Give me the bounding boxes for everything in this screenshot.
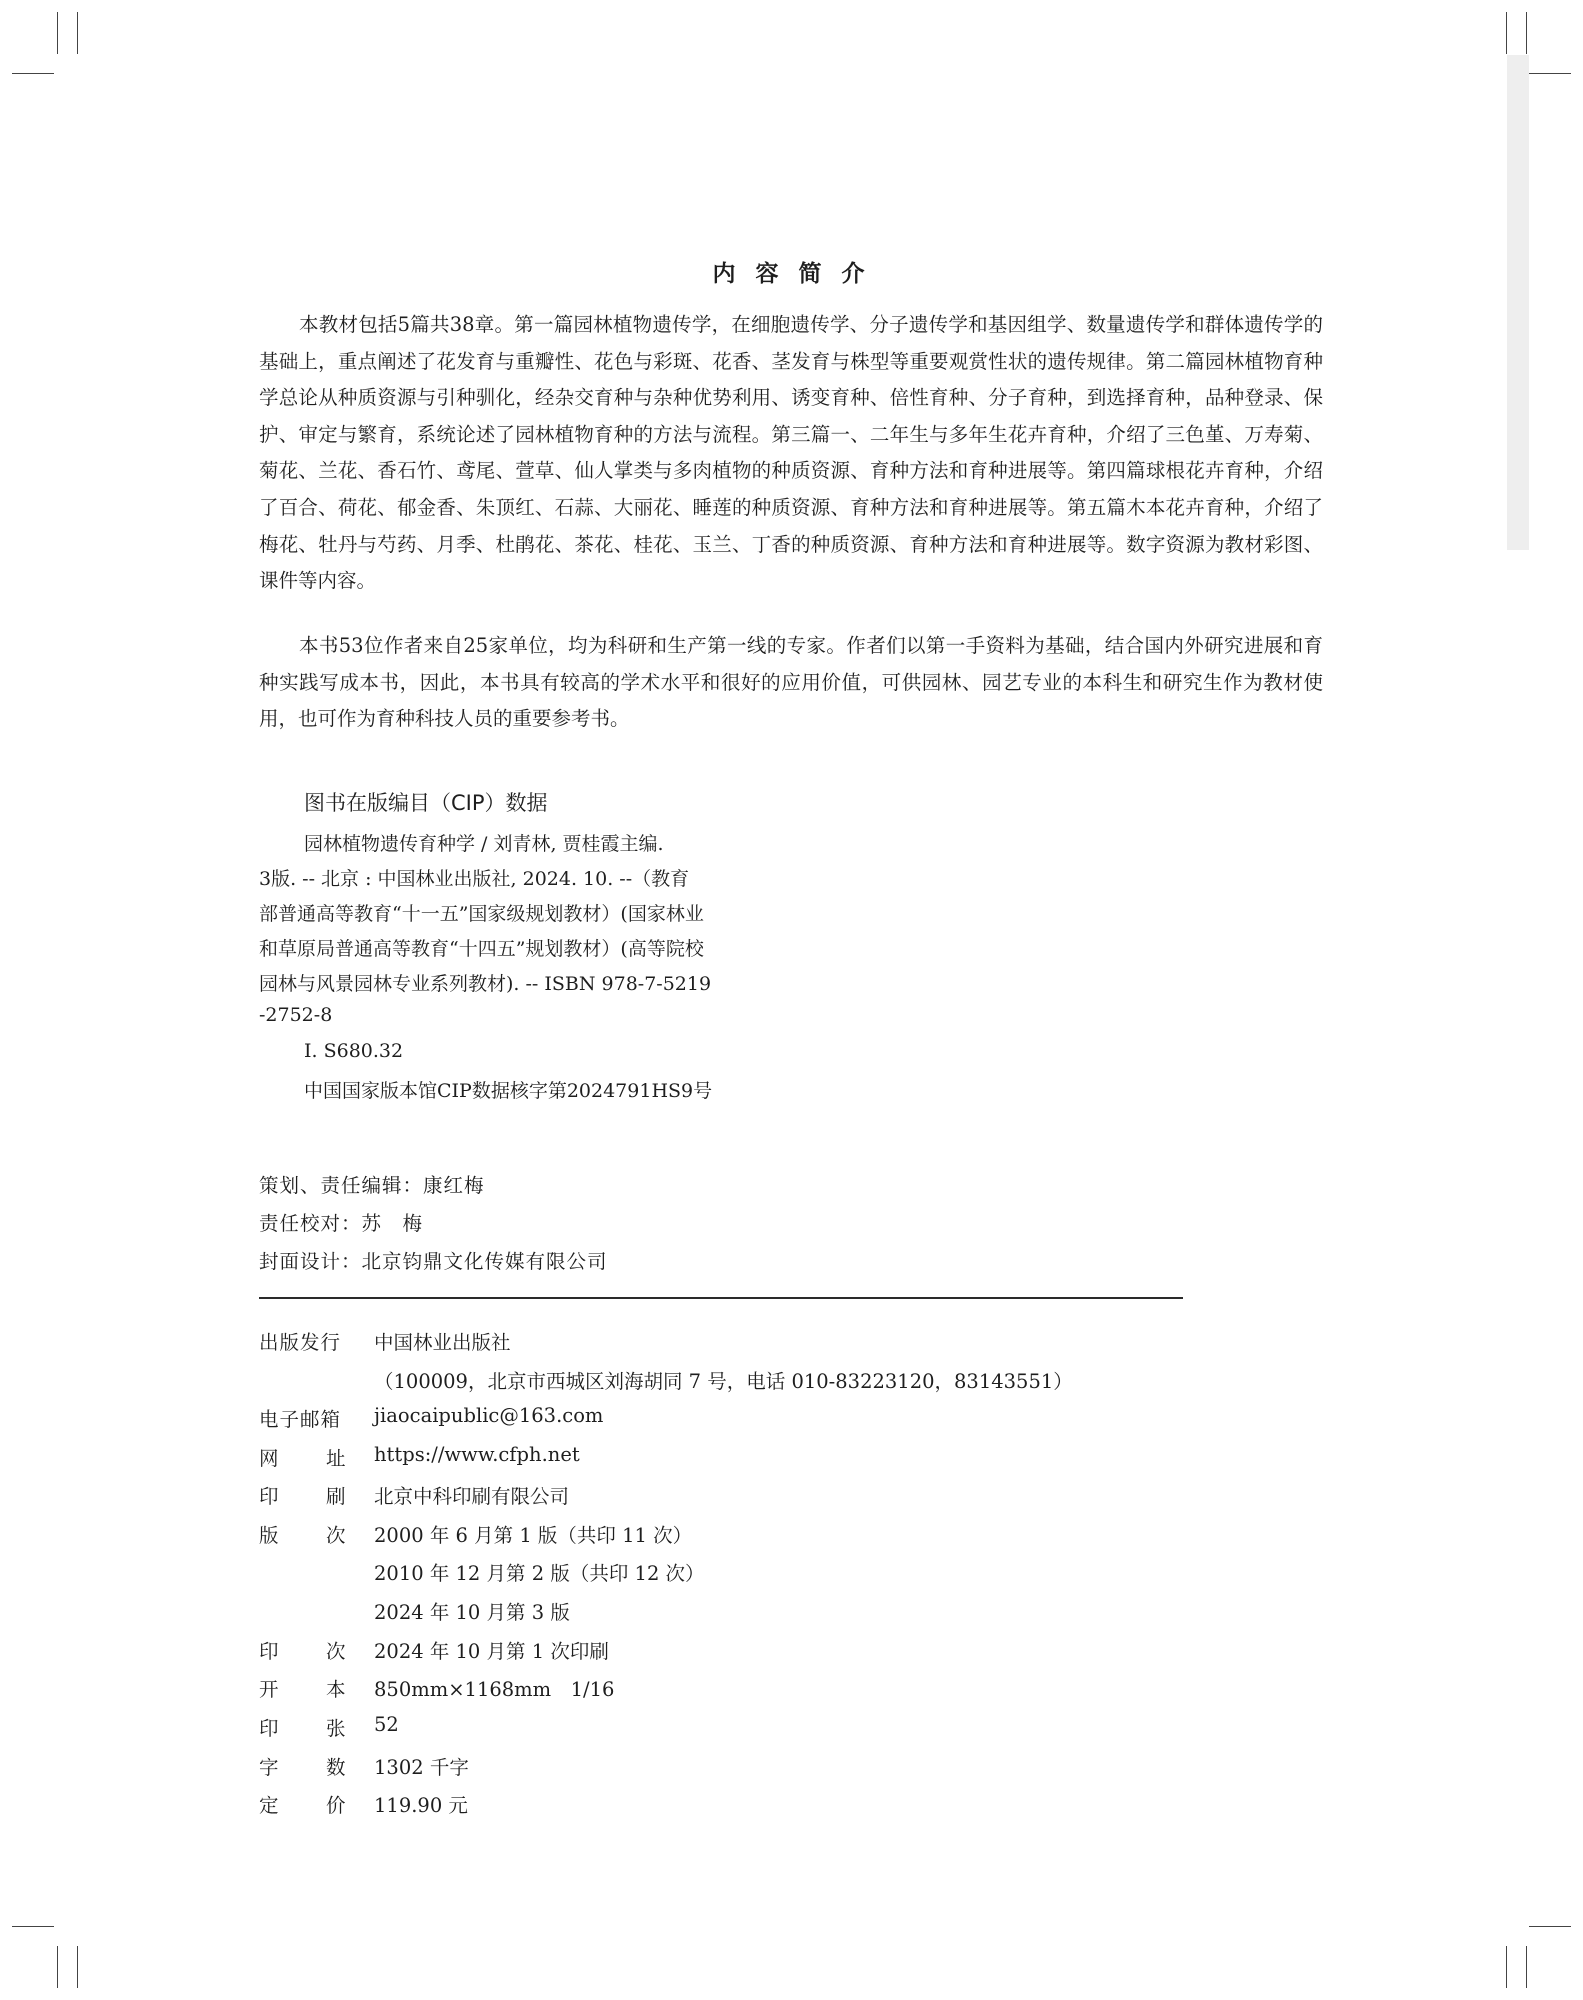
imprint-value: https://www.cfph.net (374, 1443, 580, 1466)
imprint-label: 刷 (326, 1485, 346, 1508)
imprint-label: 电子邮箱 (259, 1408, 342, 1431)
intro-paragraph-2: 本书53位作者来自25家单位，均为科研和生产第一线的专家。作者们以第一手资料为基础，结合国内外研究进展和育种实践写成本书，因此，本书具有较高的学术水平和很好的应用价值，可供园林、园艺专业的本科生和研究生作为教材使用，也可作为育种科技人员的重要参考书。 (259, 634, 1323, 731)
crop-mark (1506, 1946, 1507, 1988)
imprint-value: jiaocaipublic@163.com (374, 1404, 604, 1427)
imprint-label: 字 (259, 1756, 279, 1779)
imprint-label: 开 (259, 1678, 279, 1701)
imprint-label: 网 (259, 1447, 279, 1470)
imprint-label: 次 (326, 1524, 346, 1547)
editor-credit: 策划、责任编辑：康红梅 (259, 1174, 485, 1197)
imprint-label: 印 (259, 1717, 279, 1740)
page-title: 内 容 简 介 (712, 261, 871, 287)
crop-mark (1506, 12, 1507, 54)
imprint-value: 2024 年 10 月第 3 版 (374, 1601, 570, 1624)
proofreader-credit: 责任校对：苏 梅 (259, 1212, 424, 1235)
crop-mark (12, 73, 54, 74)
crop-mark (1526, 1946, 1527, 1988)
crop-mark (77, 1946, 78, 1988)
imprint-label: 印 (259, 1640, 279, 1663)
imprint-label: 次 (326, 1640, 346, 1663)
imprint-label: 张 (326, 1717, 346, 1740)
imprint-value: 2000 年 6 月第 1 版（共印 11 次） (374, 1524, 693, 1547)
imprint-label: 址 (326, 1447, 346, 1470)
imprint-value: 北京中科印刷有限公司 (374, 1485, 570, 1508)
imprint-value: （100009，北京市西城区刘海胡同 7 号，电话 010-83223120，83143551） (374, 1370, 1073, 1393)
cip-heading: 图书在版编目（CIP）数据 (304, 791, 548, 815)
imprint-value: 850mm×1168mm 1/16 (374, 1678, 615, 1701)
cip-line: Ⅰ. S680.32 (304, 1040, 404, 1062)
imprint-label: 本 (326, 1678, 346, 1701)
crop-mark (1526, 12, 1527, 54)
cip-line: 和草原局普通高等教育“十四五”规划教材）(高等院校 (259, 938, 704, 960)
imprint-value: 2024 年 10 月第 1 次印刷 (374, 1640, 609, 1663)
crop-mark (57, 12, 58, 54)
crop-mark (57, 1946, 58, 1988)
intro-paragraph-1: 本教材包括5篇共38章。第一篇园林植物遗传学，在细胞遗传学、分子遗传学和基因组学、数量遗传学和群体遗传学的基础上，重点阐述了花发育与重瓣性、花色与彩斑、花香、茎发育与株型等重要观赏性状的遗传规律。第二篇园林植物育种学总论从种质资源与引种驯化，经杂交育种与杂种优势利用、诱变育种、倍性育种、分子育种，到选择育种，品种登录、保护、审定与繁育，系统论述了园林植物育种的方法与流程。第三篇一、二年生与多年生花卉育种，介绍了三色堇、万寿菊、菊花、兰花、香石竹、鸢尾、萱草、仙人掌类与多肉植物的种质资源、育种方法和育种进展等。第四篇球根花卉育种，介绍了百合、荷花、郁金香、朱顶红、石蒜、大丽花、睡莲的种质资源、育种方法和育种进展等。第五篇木本花卉育种，介绍了梅花、牡丹与芍药、月季、杜鹃花、茶花、桂花、玉兰、丁香的种质资源、育种方法和育种进展等。数字资源为教材彩图、课件等内容。 (259, 313, 1323, 593)
cover-design-credit: 封面设计：北京钧鼎文化传媒有限公司 (259, 1250, 608, 1273)
cip-line: 部普通高等教育“十一五”国家级规划教材）(国家林业 (259, 903, 704, 925)
crop-mark (12, 1926, 54, 1927)
imprint-value: 52 (374, 1713, 399, 1736)
cip-line: 3版. -- 北京 : 中国林业出版社, 2024. 10. --（教育 (259, 868, 690, 890)
crop-mark (77, 12, 78, 54)
cip-line: 中国国家版本馆CIP数据核字第2024791HS9号 (304, 1080, 713, 1102)
page-edge-shadow (1507, 55, 1529, 550)
imprint-value: 2010 年 12 月第 2 版（共印 12 次） (374, 1562, 705, 1585)
cip-line: -2752-8 (259, 1004, 333, 1026)
imprint-label: 数 (326, 1756, 346, 1779)
divider-line (259, 1297, 1183, 1299)
imprint-label: 价 (326, 1794, 346, 1817)
crop-mark (1529, 1926, 1571, 1927)
cip-line: 园林植物遗传育种学 / 刘青林, 贾桂霞主编. (304, 833, 664, 855)
imprint-value: 119.90 元 (374, 1794, 468, 1817)
imprint-value: 1302 千字 (374, 1756, 469, 1779)
imprint-label: 印 (259, 1485, 279, 1508)
crop-mark (1529, 73, 1571, 74)
imprint-value: 中国林业出版社 (374, 1331, 511, 1354)
imprint-label: 定 (259, 1794, 279, 1817)
imprint-label: 出版发行 (259, 1331, 342, 1354)
cip-line: 园林与风景园林专业系列教材). -- ISBN 978-7-5219 (259, 973, 712, 995)
imprint-label: 版 (259, 1524, 279, 1547)
